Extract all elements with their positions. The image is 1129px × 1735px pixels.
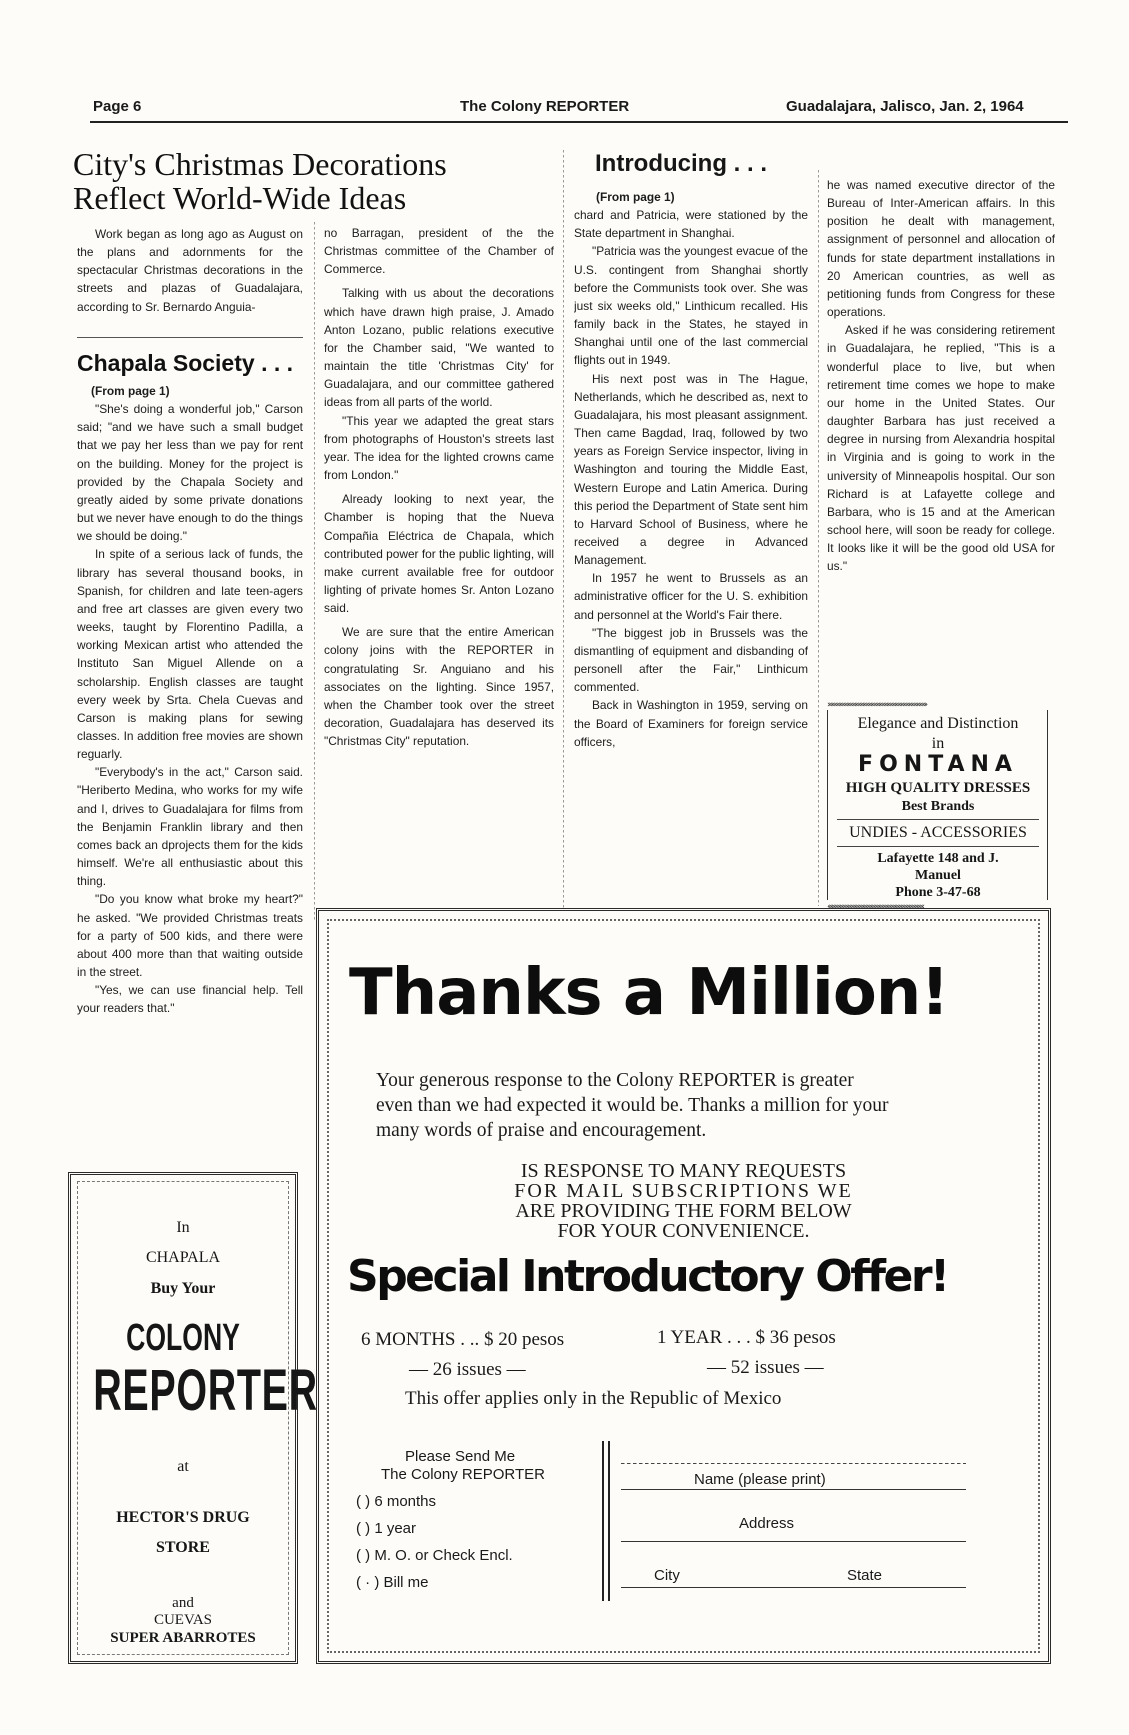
fontana-line: Best Brands <box>901 799 975 814</box>
fontana-brand: FONTANA <box>858 752 1018 777</box>
form-divider <box>602 1441 610 1601</box>
city-state-field-line[interactable] <box>621 1587 966 1588</box>
thanks-paragraph-line: even than we had expected it would be. Thanks a million for your <box>376 1095 889 1116</box>
chapala-headline: Chapala Society . . . <box>77 350 294 376</box>
hector-line: at <box>177 1458 189 1475</box>
decorations-paragraph: no Barragan, president of the the Christmas committee of the Chamber of Commerce. <box>324 226 554 277</box>
column-rule <box>818 170 819 906</box>
fontana-line: Elegance and Distinction <box>857 715 1019 732</box>
name-field-line[interactable] <box>621 1489 966 1490</box>
issues-26: — 26 issues — <box>409 1359 526 1380</box>
price-6-months: 6 MONTHS . .. $ 20 pesos <box>361 1329 565 1350</box>
hector-line: CHAPALA <box>145 1249 221 1266</box>
name-label: Name (please print) <box>694 1471 826 1488</box>
introducing-paragraph: His next post was in The Hague, Netherlands, which he described as, next to Guadalajara, his most pleasant assignment. Then came Bagdad, Iraq, followed by two years as Foreign Service inspector, living in Washington and touring the Middle East, Western Europe and Latin America. During this period the Department of State sent him to Harvard School of Business, where he received a degree in Advanced Management. <box>574 371 808 568</box>
hector-reporter: REPORTER <box>93 1358 318 1423</box>
address-field-line[interactable] <box>621 1541 966 1542</box>
hector-line: SUPER ABARROTES <box>110 1630 256 1646</box>
form-option-check[interactable]: ( ) M. O. or Check Encl. <box>356 1547 513 1564</box>
column-rule <box>563 150 564 910</box>
introducing-paragraph: "The biggest job in Brussels was the dismantling of equipment and disbanding of personell after the Fair," Linthicum commented. <box>574 625 808 695</box>
fontana-rule <box>837 846 1039 847</box>
state-label: State <box>847 1567 883 1584</box>
hector-line: Buy Your <box>150 1280 216 1297</box>
hector-line: STORE <box>156 1539 210 1556</box>
fontana-line: Manuel <box>915 868 961 883</box>
chevron-border-bottom: ‹‹‹‹‹‹‹‹‹‹‹‹‹‹‹‹‹‹‹‹‹‹‹‹‹‹‹‹‹‹‹‹‹‹‹‹‹‹‹‹‹‹‹‹‹‹‹‹‹‹‹‹‹‹‹‹‹‹‹‹ <box>827 902 923 912</box>
form-line <box>621 1463 966 1464</box>
form-paper-name: The Colony REPORTER <box>381 1466 545 1483</box>
fontana-rule <box>837 819 1039 820</box>
divider <box>77 337 303 338</box>
issues-52: — 52 issues — <box>707 1357 824 1378</box>
thanks-paragraph-line: many words of praise and encouragement. <box>376 1120 707 1141</box>
page-number: Page 6 <box>93 98 142 115</box>
request-line: ARE PROVIDING THE FORM BELOW <box>515 1200 852 1222</box>
decorations-paragraph: We are sure that the entire American colony joins with the REPORTER in congratulating Sr. Anguiano and his associates on the lighting. Since 1957, when the Chamber took over the street decoration, Guadalajara has deserved its "Christmas City" reputation. <box>324 625 554 749</box>
chapala-paragraph: "Yes, we can use financial help. Tell your readers that." <box>77 983 303 1016</box>
city-label: City <box>654 1567 680 1584</box>
from-page-note: (From page 1) <box>91 384 170 398</box>
subscription-ad <box>316 908 1051 1664</box>
request-line: IS RESPONSE TO MANY REQUESTS <box>520 1160 847 1182</box>
special-offer-headline: Special Introductory Offer! <box>347 1251 948 1302</box>
chapala-paragraph: "Do you know what broke my heart?" he asked. "We provided Christmas treats for a party of 500 kids, and there were about 400 more than that waiting outside in the street. <box>77 892 303 979</box>
decorations-column-1 <box>77 225 303 337</box>
form-please-send: Please Send Me <box>405 1448 516 1465</box>
hector-line: In <box>176 1219 190 1236</box>
introducing-paragraph: "Patricia was the youngest evacue of the U.S. contingent from Shanghai shortly before the Communists took over. She was just six weeks old," Linthicum recalled. His family back in the States, he stayed in Shanghai until one of the last commercial flights out in 1949. <box>574 244 808 368</box>
form-option-6-months[interactable]: ( ) 6 months <box>356 1493 437 1510</box>
form-option-1-year[interactable]: ( ) 1 year <box>356 1520 417 1537</box>
masthead: The Colony REPORTER <box>460 98 630 115</box>
chapala-paragraph: "Everybody's in the act," Carson said. "Heriberto Medina, who works for my wife and I, drives to Guadalajara for films from the Benjamin Franklin library and then comes back an dprojects them for the kids himself. We're all enthusiastic about this thing. <box>77 765 303 889</box>
dateline: Guadalajara, Jalisco, Jan. 2, 1964 <box>786 98 1024 115</box>
introducing-paragraph: he was named executive director of the Bureau of Inter-American affairs. In this position he dealt with management, assignment of personnel and allocation of funds for state department installations in 20 American countries, as well as petitioning funds from Congress for these operations. <box>827 178 1055 320</box>
chapala-column <box>77 382 303 1162</box>
chevron-border-top: ›››››››››››››››››››››››››››››››››››››››››››››››››››››››››››››› <box>827 700 927 710</box>
chapala-paragraph: In spite of a serious lack of funds, the library has several thousand books, in Spanish, for children and late teen-agers and free art classes are given every two weeks, taught by Florentino Padilla, a working Mexican artist who attended the Instituto San Miguel Allende on a scholarship. English classes are taught every week by Srta. Chela Cuevas and Carson is making plans for sewing classes. In addition free movies are shown reguarly. <box>77 547 303 762</box>
decorations-paragraph: Work began as long ago as August on the plans and adornments for the spectacular Christmas decorations in the streets and plazas of Guadalajara, according to Sr. Bernardo Anguia- <box>77 227 303 314</box>
fontana-phone: Phone 3-47-68 <box>895 885 981 900</box>
fontana-line: HIGH QUALITY DRESSES <box>845 780 1031 796</box>
fontana-line: in <box>931 735 945 752</box>
decorations-headline-2: Reflect World-Wide Ideas <box>73 180 407 216</box>
thanks-paragraph-line: Your generous response to the Colony REPORTER is greater <box>376 1070 854 1091</box>
introducing-column-2 <box>827 176 1055 700</box>
hector-ad <box>68 1172 318 1664</box>
price-1-year: 1 YEAR . . . $ 36 pesos <box>657 1327 836 1348</box>
thanks-headline: Thanks a Million! <box>349 956 949 1030</box>
fontana-line: UNDIES - ACCESSORIES <box>849 824 1027 841</box>
hector-line: HECTOR'S DRUG <box>116 1509 250 1526</box>
form-option-bill-me[interactable]: ( · ) Bill me <box>356 1574 429 1591</box>
introducing-paragraph: Asked if he was considering retirement in Guadalajara, he replied, "This is a wonderful place to live, but when retirement time comes we hope to make our home in the United States. Our daughter Barbara has just received a degree in nursing from Alexandria hospital in Virginia and is going to work in the university of Minneapolis hospital. Our son Richard is at Lafayette college and Barbara, who is 15 and at the American school here, will soon be ready for college. It looks like it will be the good old USA for us." <box>827 323 1055 574</box>
hector-line: CUEVAS <box>153 1612 213 1628</box>
hector-colony: COLONY <box>126 1317 240 1359</box>
hector-line: and <box>172 1595 194 1611</box>
introducing-column-1 <box>574 188 808 910</box>
chapala-paragraph: "She's doing a wonderful job," Carson said; "and we have such a small budget that we pay her less than we pay for rent on the building. Money for the project is provided by the Chapala Society and greatly aided by some private donations but we never have enough to do the things we should be doing." <box>77 402 303 544</box>
introducing-paragraph: chard and Patricia, were stationed by the State department in Shanghai. <box>574 208 808 241</box>
fontana-ad <box>827 700 1049 912</box>
header-rule <box>90 121 1068 123</box>
decorations-paragraph: Already looking to next year, the Chamber is hoping that the Nueva Compañia Eléctrica de Chapala, which contributed power for the public lighting, will make current available free for outdoor lighting of private homes Sr. Anton Lozano said. <box>324 492 554 616</box>
request-line: FOR YOUR CONVENIENCE. <box>557 1220 810 1242</box>
offer-terms: This offer applies only in the Republic of Mexico <box>405 1388 782 1409</box>
column-rule <box>314 222 315 922</box>
decorations-column-2 <box>324 224 554 904</box>
decorations-paragraph: Talking with us about the decorations which have drawn high praise, J. Amado Anton Lozano, public relations executive for the Chamber said, "We wanted to maintain the title 'Christmas City' for Guadalajara, and our committee gathered ideas from all parts of the world. <box>324 286 554 410</box>
request-line: FOR MAIL SUBSCRIPTIONS WE <box>514 1180 853 1202</box>
decorations-paragraph: "This year we adapted the great stars from photographs of Houston's streets last year. The idea for the lighted crowns came from London." <box>324 413 554 483</box>
decorations-headline-1: City's Christmas Decorations <box>73 146 447 182</box>
introducing-paragraph: In 1957 he went to Brussels as an administrative officer for the U. S. exhibition and personnel at the World's Fair there. <box>574 571 808 622</box>
introducing-headline: Introducing . . . <box>595 150 767 177</box>
address-label: Address <box>739 1515 795 1532</box>
from-page-note: (From page 1) <box>596 190 675 204</box>
introducing-paragraph: Back in Washington in 1959, serving on the Board of Examiners for foreign service officers, <box>574 698 808 749</box>
fontana-line: Lafayette 148 and J. <box>877 851 999 866</box>
